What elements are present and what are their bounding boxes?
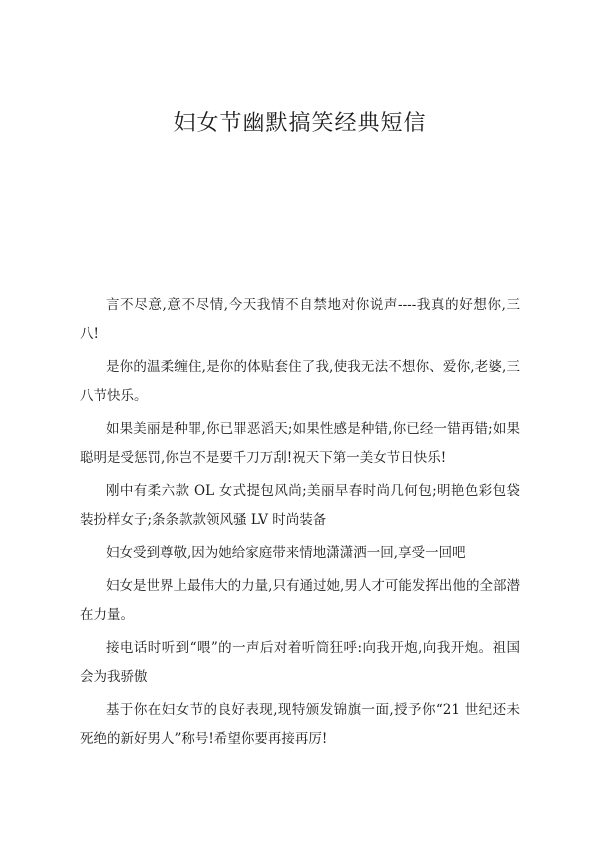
paragraph: 基于你在妇女节的良好表现,现特颁发锦旗一面,授予你“21 世纪还未死绝的新好男人”称号!希望你要再接再厉! — [80, 702, 520, 747]
paragraph: 是你的温柔缠住,是你的体贴套住了我,使我无法不想你、爱你,老婆,三八节快乐。 — [80, 359, 520, 404]
paragraph: 言不尽意,意不尽情,今天我情不自禁地对你说声----我真的好想你,三八! — [80, 297, 520, 342]
document-body — [80, 291, 520, 758]
paragraph: 接电话时听到“喂”的一声后对着听筒狂呼:向我开炮,向我开炮。祖国会为我骄傲 — [80, 640, 520, 685]
paragraph: 如果美丽是种罪,你已罪恶滔天;如果性感是种错,你已经一错再错;如果聪明是受惩罚,你岂不是要千刀万刮!祝天下第一美女节日快乐! — [80, 421, 520, 466]
paragraph: 妇女是世界上最伟大的力量,只有通过她,男人才可能发挥出他的全部潜在力量。 — [80, 578, 520, 623]
document-title: 妇女节幽默搞笑经典短信 — [173, 111, 427, 136]
paragraph: 妇女受到尊敬,因为她给家庭带来情地潇潇洒一回,享受一回吧 — [106, 545, 466, 561]
paragraph: 刚中有柔六款 OL 女式提包风尚;美丽早春时尚几何包;明艳色彩包袋装扮样女子;条条款款领风骚 LV 时尚装备 — [80, 483, 520, 528]
